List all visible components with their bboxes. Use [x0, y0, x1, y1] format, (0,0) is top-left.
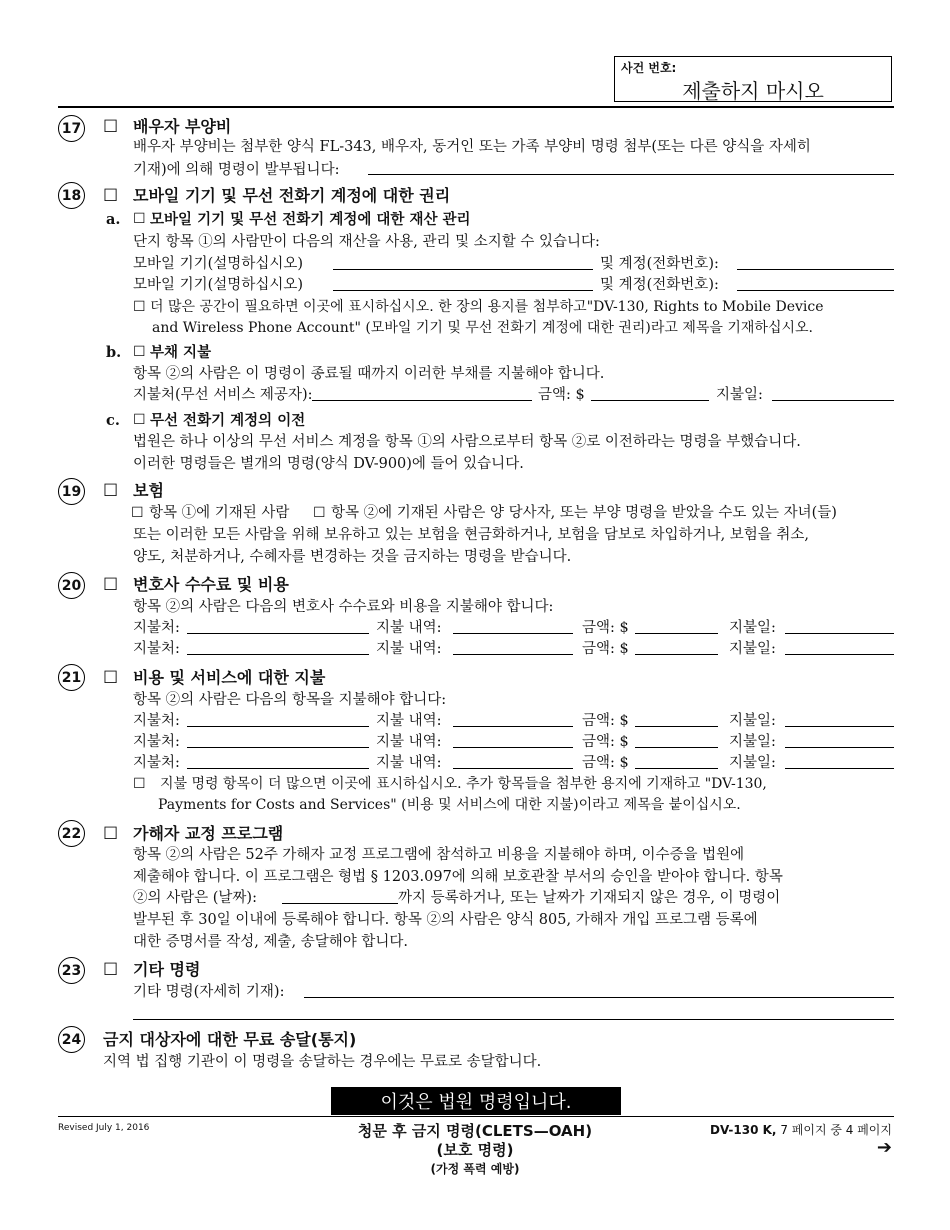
- item-21-payto-blank-1[interactable]: [187, 726, 369, 727]
- item-18-checkbox[interactable]: ☐: [103, 186, 119, 206]
- item-22-checkbox[interactable]: ☐: [103, 824, 119, 844]
- item-24-title: 금지 대상자에 대한 무료 송달(통지): [103, 1030, 357, 1049]
- item-23-blank-1[interactable]: [304, 997, 894, 998]
- item-18a-more-2: and Wireless Phone Account" (모바일 기기 및 무선 전화기 계정에 대한 권리)라고 제목을 기재하십시오.: [152, 320, 813, 336]
- form-id: DV-130 K,: [710, 1123, 777, 1137]
- item-21-detail-label-2: 지불 내역:: [376, 734, 442, 750]
- item-20-detail-label-2: 지불 내역:: [376, 641, 442, 657]
- item-19-checkbox[interactable]: ☐: [103, 481, 119, 501]
- item-21-date-label-2: 지불일:: [729, 734, 776, 750]
- form-subtitle-2: (가정 폭력 예방): [430, 1162, 520, 1176]
- item-18a-account-label-1: 및 계정(전화번호):: [600, 256, 719, 272]
- item-18a-account-blank-1[interactable]: [737, 269, 894, 270]
- item-19-party1-checkbox[interactable]: ☐: [131, 505, 144, 521]
- item-18b-date-label: 지불일:: [716, 387, 763, 403]
- item-18b-label: b.: [106, 344, 122, 361]
- item-20-payto-blank-2[interactable]: [187, 654, 369, 655]
- item-21-amount-label-3: 금액: $: [582, 755, 629, 771]
- item-18c-text-2: 이러한 명령들은 별개의 명령(양식 DV-900)에 들어 있습니다.: [133, 456, 524, 472]
- item-20-payto-blank-1[interactable]: [187, 633, 369, 634]
- item-21-text: 항목 ②의 사람은 다음의 항목을 지불해야 합니다:: [133, 692, 447, 708]
- item-20-date-blank-2[interactable]: [785, 654, 894, 655]
- item-21-amount-blank-1[interactable]: [635, 726, 718, 727]
- item-22-text-3: 까지 등록하거나, 또는 날짜가 기재되지 않은 경우, 이 명령이: [398, 890, 781, 906]
- item-21-date-blank-3[interactable]: [785, 768, 894, 769]
- item-19-text-2: 또는 이러한 모든 사람을 위해 보유하고 있는 보험을 현금화하거나, 보험을 담보로 차입하거나, 보험을 취소,: [133, 527, 810, 543]
- item-21-detail-blank-1[interactable]: [453, 726, 573, 727]
- item-21-detail-label-1: 지불 내역:: [376, 713, 442, 729]
- item-22-date-label: ②의 사람은 (날짜):: [133, 890, 257, 906]
- item-18b-date-blank[interactable]: [772, 400, 894, 401]
- item-number-18: 18: [58, 182, 85, 209]
- item-20-date-blank-1[interactable]: [785, 633, 894, 634]
- case-number-box: [614, 56, 892, 102]
- item-21-payto-label-3: 지불처:: [133, 755, 180, 771]
- item-number-23: 23: [58, 957, 85, 984]
- item-21-more-checkbox[interactable]: ☐: [133, 776, 146, 792]
- item-21-detail-blank-3[interactable]: [453, 768, 573, 769]
- item-18b-title: 부채 지불: [150, 344, 212, 361]
- item-18b-text: 항목 ②의 사람은 이 명령이 종료될 때까지 이러한 부채를 지불해야 합니다.: [133, 366, 605, 382]
- item-17-checkbox[interactable]: ☐: [103, 117, 119, 137]
- form-subtitle: (보호 명령): [436, 1141, 514, 1159]
- item-18a-checkbox[interactable]: ☐: [133, 211, 146, 227]
- item-18a-more-1: 더 많은 공간이 필요하면 이곳에 표시하십시오. 한 장의 용지를 첨부하고"DV-130, Rights to Mobile Device: [150, 299, 824, 315]
- item-22-text-2: 제출해야 합니다. 이 프로그램은 형법 § 1203.097에 의해 보호관찰 부서의 승인을 받아야 합니다. 항목: [133, 869, 783, 885]
- form-page-info: [710, 1121, 892, 1158]
- item-18b-amount-blank[interactable]: [591, 400, 709, 401]
- item-20-detail-label-1: 지불 내역:: [376, 620, 442, 636]
- item-22-title: 가해자 교정 프로그램: [133, 824, 284, 843]
- item-19-party2-text: 항목 ②에 기재된 사람은 양 당사자, 또는 부양 명령을 받았을 수도 있는 자녀(들): [331, 505, 837, 521]
- item-18a-label: a.: [106, 211, 121, 228]
- footer-divider: [58, 1116, 894, 1117]
- case-number-value: 제출하지 마시오: [682, 79, 824, 103]
- item-18a-account-blank-2[interactable]: [737, 290, 894, 291]
- item-18b-checkbox[interactable]: ☐: [133, 344, 146, 360]
- item-18b-payto-blank[interactable]: [312, 400, 532, 401]
- item-19-title: 보험: [133, 481, 164, 500]
- item-23-title: 기타 명령: [133, 960, 201, 979]
- item-20-detail-blank-1[interactable]: [453, 633, 573, 634]
- item-21-payto-blank-3[interactable]: [187, 768, 369, 769]
- item-number-17: 17: [58, 115, 85, 142]
- item-23-text: 기타 명령(자세히 기재):: [133, 984, 285, 1000]
- item-19-text-3: 양도, 처분하거나, 수혜자를 변경하는 것을 금지하는 명령을 받습니다.: [133, 549, 572, 565]
- item-21-date-label-3: 지불일:: [729, 755, 776, 771]
- item-20-amount-label-1: 금액: $: [582, 620, 629, 636]
- item-18a-more-checkbox[interactable]: ☐: [133, 299, 146, 315]
- item-20-checkbox[interactable]: ☐: [103, 575, 119, 595]
- item-number-20: 20: [58, 572, 85, 599]
- item-22-text-4: 발부된 후 30일 이내에 등록해야 합니다. 항목 ②의 사람은 양식 805, 가해자 개입 프로그램 등록에: [133, 912, 758, 928]
- item-20-amount-label-2: 금액: $: [582, 641, 629, 657]
- item-21-detail-label-3: 지불 내역:: [376, 755, 442, 771]
- item-18c-label: c.: [106, 412, 120, 429]
- item-number-24: 24: [58, 1026, 85, 1053]
- item-23-blank-2[interactable]: [133, 1019, 894, 1020]
- case-number-label: 사건 번호:: [621, 61, 677, 75]
- item-21-payto-label-1: 지불처:: [133, 713, 180, 729]
- item-20-payto-label-1: 지불처:: [133, 620, 180, 636]
- header-divider: [58, 106, 894, 108]
- item-21-amount-label-2: 금액: $: [582, 734, 629, 750]
- item-18c-title: 무선 전화기 계정의 이전: [150, 412, 306, 429]
- item-20-title: 변호사 수수료 및 비용: [133, 575, 289, 594]
- item-18a-device-blank-2[interactable]: [333, 290, 593, 291]
- item-21-date-blank-2[interactable]: [785, 747, 894, 748]
- item-17-text-1: 배우자 부양비는 첨부한 양식 FL-343, 배우자, 동거인 또는 가족 부양비 명령 첨부(또는 다른 양식을 자세히: [133, 139, 811, 155]
- item-21-amount-blank-2[interactable]: [635, 747, 718, 748]
- item-22-date-blank[interactable]: [282, 903, 398, 904]
- item-number-21: 21: [58, 664, 85, 691]
- item-18b-payto-label: 지불처(무선 서비스 제공자):: [133, 387, 313, 403]
- next-page-arrow-icon: ➔: [876, 1137, 892, 1158]
- item-21-detail-blank-2[interactable]: [453, 747, 573, 748]
- item-20-date-label-2: 지불일:: [729, 641, 776, 657]
- item-20-detail-blank-2[interactable]: [453, 654, 573, 655]
- item-21-more-2: Payments for Costs and Services" (비용 및 서비스에 대한 지불)이라고 제목을 붙이십시오.: [158, 797, 741, 813]
- item-17-blank[interactable]: [368, 174, 894, 175]
- item-19-party1-text: 항목 ①에 기재된 사람: [149, 505, 290, 521]
- form-title: 청문 후 금지 명령(CLETS—OAH): [357, 1122, 593, 1140]
- item-21-date-blank-1[interactable]: [785, 726, 894, 727]
- item-21-date-label-1: 지불일:: [729, 713, 776, 729]
- item-number-19: 19: [58, 478, 85, 505]
- item-21-amount-label-1: 금액: $: [582, 713, 629, 729]
- item-22-text-1: 항목 ②의 사람은 52주 가해자 교정 프로그램에 참석하고 비용을 지불해야 하며, 이수증을 법원에: [133, 847, 745, 863]
- item-22-text-5: 대한 증명서를 작성, 제출, 송달해야 합니다.: [133, 934, 408, 950]
- item-18c-checkbox[interactable]: ☐: [133, 412, 146, 428]
- item-18a-account-label-2: 및 계정(전화번호):: [600, 277, 719, 293]
- item-18a-device-label-1: 모바일 기기(설명하십시오): [133, 256, 303, 272]
- item-18a-text: 단지 항목 ①의 사람만이 다음의 재산을 사용, 관리 및 소지할 수 있습니다:: [133, 234, 600, 250]
- item-18b-amount-label: 금액: $: [538, 387, 585, 403]
- item-24-text: 지역 법 집행 기관이 이 명령을 송달하는 경우에는 무료로 송달합니다.: [103, 1054, 542, 1070]
- item-21-title: 비용 및 서비스에 대한 지불: [133, 668, 326, 687]
- item-20-amount-blank-1[interactable]: [635, 633, 718, 634]
- item-17-text-2: 기재)에 의해 명령이 발부됩니다:: [133, 162, 340, 178]
- item-20-date-label-1: 지불일:: [729, 620, 776, 636]
- item-18-title: 모바일 기기 및 무선 전화기 계정에 대한 권리: [133, 186, 451, 205]
- item-18a-title: 모바일 기기 및 무선 전화기 계정에 대한 재산 관리: [150, 211, 471, 228]
- item-21-payto-label-2: 지불처:: [133, 734, 180, 750]
- item-number-22: 22: [58, 820, 85, 847]
- item-21-payto-blank-2[interactable]: [187, 747, 369, 748]
- item-21-amount-blank-3[interactable]: [635, 768, 718, 769]
- item-20-text: 항목 ②의 사람은 다음의 변호사 수수료와 비용을 지불해야 합니다:: [133, 599, 554, 615]
- item-18a-device-blank-1[interactable]: [333, 269, 593, 270]
- item-20-amount-blank-2[interactable]: [635, 654, 718, 655]
- revised-date: Revised July 1, 2016: [58, 1123, 150, 1133]
- item-18a-device-label-2: 모바일 기기(설명하십시오): [133, 277, 303, 293]
- item-21-checkbox[interactable]: ☐: [103, 668, 119, 688]
- item-20-payto-label-2: 지불처:: [133, 641, 180, 657]
- item-19-party2-checkbox[interactable]: ☐: [313, 505, 326, 521]
- court-order-banner: 이것은 법원 명령입니다.: [331, 1087, 621, 1115]
- item-21-more-1: 지불 명령 항목이 더 많으면 이곳에 표시하십시오. 추가 항목들을 첨부한 용지에 기재하고 "DV-130,: [160, 776, 767, 792]
- item-17-title: 배우자 부양비: [133, 117, 232, 136]
- item-23-checkbox[interactable]: ☐: [103, 960, 119, 980]
- item-18c-text-1: 법원은 하나 이상의 무선 서비스 계정을 항목 ①의 사람으로부터 항목 ②로 이전하라는 명령을 부했습니다.: [133, 434, 801, 450]
- page-count: 7 페이지 중 4 페이지: [780, 1123, 892, 1137]
